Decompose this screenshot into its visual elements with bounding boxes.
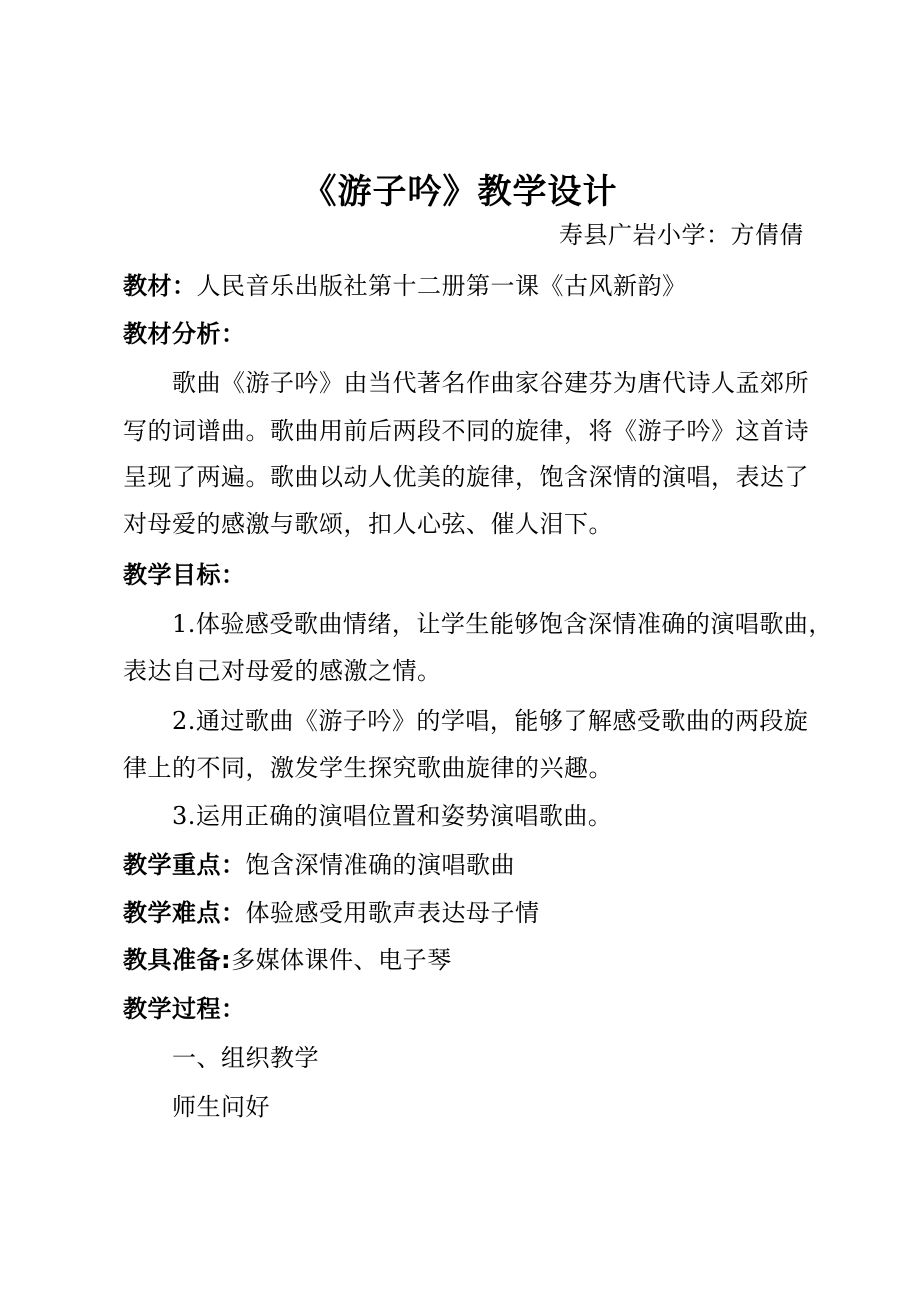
textbook-line	[123, 271, 687, 301]
author-line: 寿县广岩小学：方倩倩	[559, 221, 804, 249]
goal-line-2: 表达自己对母爱的感激之情。	[123, 657, 442, 685]
difficulty-label: 教学难点：	[123, 899, 246, 927]
goal-line-3: 2.通过歌曲《游子吟》的学唱，能够了解感受歌曲的两段旋	[172, 707, 809, 735]
goal-line-1: 1.体验感受歌曲情绪，让学生能够饱含深情准确的演唱歌曲，	[172, 610, 833, 638]
goals-heading: 教学目标：	[123, 561, 246, 589]
goal-line-4: 律上的不同，激发学生探究歌曲旋律的兴趣。	[123, 754, 613, 782]
process-heading: 教学过程：	[123, 995, 246, 1023]
tools-value: 多媒体课件、电子琴	[231, 946, 452, 974]
textbook-label: 教材：	[123, 272, 197, 300]
key-point-value: 饱含深情准确的演唱歌曲	[245, 851, 515, 879]
tools-line	[123, 945, 452, 975]
textbook-value: 人民音乐出版社第十二册第一课《古风新韵》	[196, 272, 687, 300]
process-line-1: 一、组织教学	[172, 1044, 319, 1072]
analysis-line-2: 写的词谱曲。歌曲用前后两段不同的旋律，将《游子吟》这首诗	[123, 417, 809, 445]
goal-line-5: 3.运用正确的演唱位置和姿势演唱歌曲。	[172, 802, 613, 830]
difficulty-line	[123, 898, 540, 928]
key-point-line	[123, 850, 515, 880]
difficulty-value: 体验感受用歌声表达母子情	[245, 899, 540, 927]
analysis-line-4: 对母爱的感激与歌颂，扣人心弦、催人泪下。	[123, 510, 613, 538]
process-line-2: 师生问好	[172, 1093, 270, 1121]
analysis-heading: 教材分析：	[123, 320, 246, 348]
analysis-line-3: 呈现了两遍。歌曲以动人优美的旋律，饱含深情的演唱，表达了	[123, 463, 809, 491]
tools-label: 教具准备:	[123, 946, 232, 974]
key-point-label: 教学重点：	[123, 851, 246, 879]
analysis-line-1: 歌曲《游子吟》由当代著名作曲家谷建芬为唐代诗人孟郊所	[172, 369, 809, 397]
document-title: 《游子吟》教学设计	[302, 172, 618, 212]
